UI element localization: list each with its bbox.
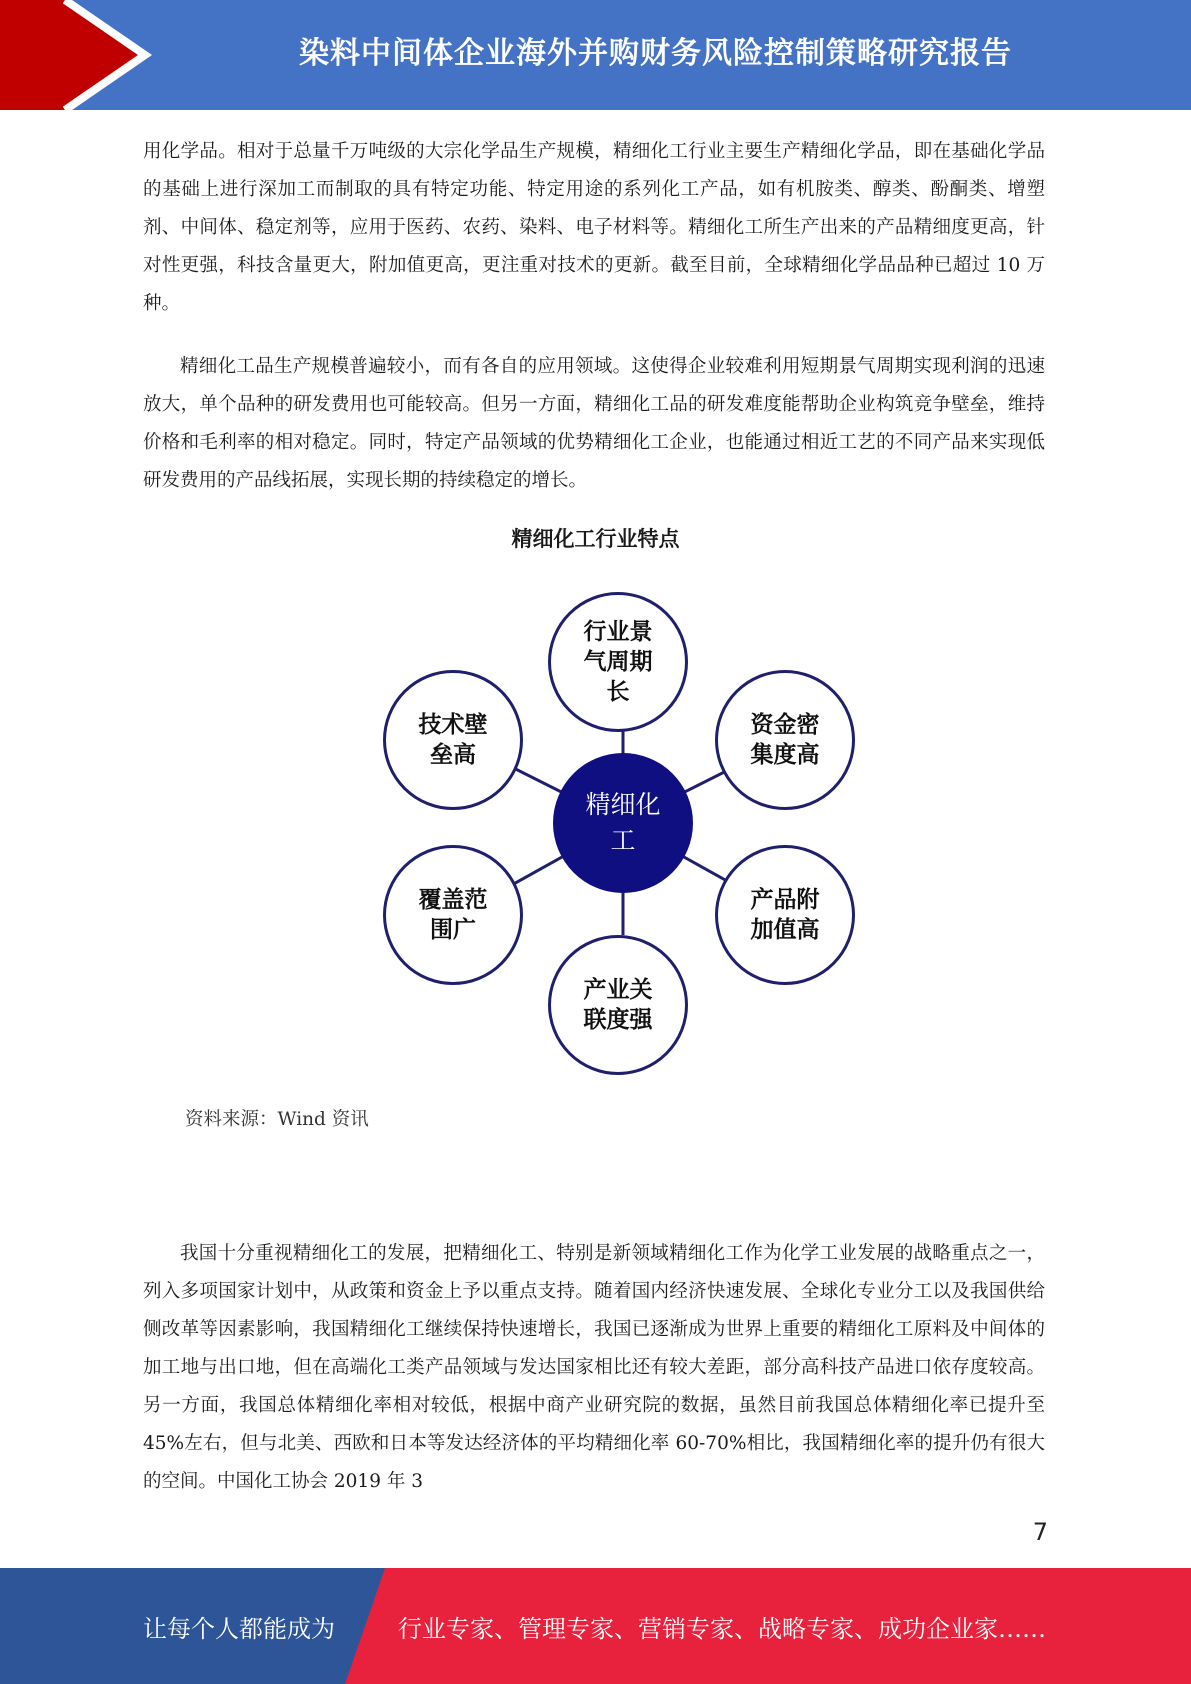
- node-tech-barrier: [383, 670, 523, 810]
- header-arrow-decoration: [0, 0, 160, 110]
- node-capital-intensity: [715, 670, 855, 810]
- body-paragraph-2: [143, 348, 1045, 500]
- node-added-value: [715, 845, 855, 985]
- body-paragraph-3: [143, 1235, 1045, 1501]
- node-coverage: [383, 845, 523, 985]
- paragraph-text: 我国十分重视精细化工的发展，把精细化工、特别是新领域精细化工作为化学工业发展的战略重点之一，列入多项国家计划中，从政策和资金上予以重点支持。随着国内经济快速发展、全球化专业分工以及我国供给侧改革等因素影响，我国精细化工继续保持快速增长，我国已逐渐成为世界上重要的精细化工原料及中间体的加工地与出口地，但在高端化工类产品领域与发达国家相比还有较大差距，部分高科技产品进口依存度较高。另一方面，我国总体精细化率相对较低，根据中商产业研究院的数据，虽然目前我国总体精细化率已提升至 45%左右，但与北美、西欧和日本等发达经济体的平均精细化率 60-70%相比，我国精细化率的提升仍有很大的空间。中国化工协会 2019 年 3: [143, 1243, 1045, 1492]
- industry-characteristics-diagram: [370, 590, 870, 1080]
- page-footer: [0, 1568, 1191, 1684]
- node-industry-linkage: [548, 935, 688, 1075]
- footer-slogan-left: 让每个人都能成为: [143, 1614, 335, 1643]
- page-number: 7: [1032, 1518, 1048, 1546]
- page-header: [0, 0, 1191, 110]
- node-center-fine-chemicals: [553, 753, 693, 893]
- figure-title: 精细化工行业特点: [511, 527, 680, 551]
- node-label: 技术壁垒高: [418, 712, 488, 768]
- center-label: 精细化工: [585, 790, 661, 855]
- paragraph-text: 用化学品。相对于总量千万吨级的大宗化学品生产规模，精细化工行业主要生产精细化学品，即在基础化学品的基础上进行深加工而制取的具有特定功能、特定用途的系列化工产品，如有机胺类、醇类、酚酮类、增塑剂、中间体、稳定剂等，应用于医药、农药、染料、电子材料等。精细化工所生产出来的产品精细度更高，针对性更强，科技含量更大，附加值更高，更注重对技术的更新。截至目前，全球精细化学品品种已超过 10 万种。: [143, 141, 1045, 314]
- figure-source: 资料来源：Wind 资讯: [185, 1109, 369, 1130]
- node-label: 产品附加值高: [750, 887, 820, 943]
- node-label: 覆盖范围广: [418, 887, 488, 943]
- footer-slogan-right: 行业专家、管理专家、营销专家、战略专家、成功企业家……: [398, 1614, 1046, 1643]
- report-title: 染料中间体企业海外并购财务风险控制策略研究报告: [299, 36, 1012, 71]
- body-paragraph-1: [143, 133, 1045, 323]
- node-label: 资金密集度高: [750, 712, 820, 768]
- paragraph-text: 精细化工品生产规模普遍较小，而有各自的应用领域。这使得企业较难利用短期景气周期实现利润的迅速放大，单个品种的研发费用也可能较高。但另一方面，精细化工品的研发难度能帮助企业构筑竞争壁垒，维持价格和毛利率的相对稳定。同时，特定产品领域的优势精细化工企业，也能通过相近工艺的不同产品来实现低研发费用的产品线拓展，实现长期的持续稳定的增长。: [143, 356, 1045, 491]
- node-label: 产业关联度强: [583, 977, 653, 1033]
- node-label: 行业景气周期长: [583, 619, 653, 705]
- node-industry-cycle: [548, 592, 688, 732]
